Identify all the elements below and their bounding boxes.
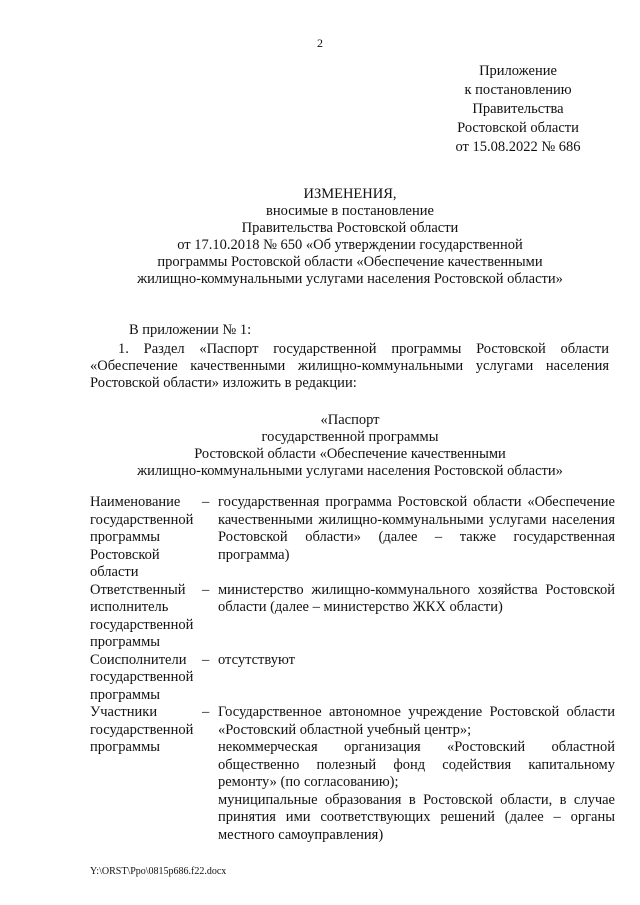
appendix-block <box>432 62 604 157</box>
row-label: Соисполнители государственной программы <box>90 651 194 703</box>
row-value-paragraph: отсутствуют <box>218 651 295 668</box>
passport-table <box>90 494 615 844</box>
row-value <box>218 494 615 582</box>
row-value <box>218 704 615 844</box>
passport-title-line: Ростовской области «Обеспечение качественными <box>194 446 506 462</box>
changes-title-line: от 17.10.2018 № 650 «Об утверждении государственной <box>177 237 523 253</box>
row-label: Участники государственной программы <box>90 704 194 755</box>
changes-title <box>60 186 640 288</box>
row-value-paragraph: министерство жилищно-коммунального хозяйства Ростовской области (далее – министерство ЖКХ области) <box>218 581 615 615</box>
passport-row-participants <box>90 704 615 844</box>
passport-title-line: «Паспорт <box>320 412 380 428</box>
passport-title-line: государственной программы <box>261 429 439 445</box>
passport-title-line: жилищно-коммунальными услугами населения Ростовской области» <box>137 463 563 479</box>
passport-row-responsible <box>90 582 615 652</box>
row-value-paragraph: некоммерческая организация «Ростовский областной общественно полезный фонд содействия капитальному ремонту» (по согласованию); <box>218 739 615 790</box>
row-label: Ответственный исполнитель государственной программы <box>90 581 194 650</box>
file-path-footer: Y:\ORST\Ppo\0815p686.f22.docx <box>90 866 227 877</box>
appendix-line: Ростовской области <box>457 120 579 136</box>
passport-row-name <box>90 494 615 582</box>
page-number: 2 <box>317 36 323 50</box>
appendix-line: от 15.08.2022 № 686 <box>455 139 581 155</box>
row-value-paragraph: Государственное автономное учреждение Ростовской области «Ростовский областной учебный центр»; <box>218 704 615 738</box>
row-value-paragraph: муниципальные образования в Ростовской области, в случае принятия ими соответствующих решений (далее – органы местного самоуправления) <box>218 791 615 843</box>
appendix-line: Приложение <box>479 63 557 79</box>
changes-title-line: программы Ростовской области «Обеспечение качественными <box>157 254 543 270</box>
changes-title-line: Правительства Ростовской области <box>241 220 459 236</box>
row-label: Наименование государственной программы Ростовской области <box>90 494 194 580</box>
changes-title-line: жилищно-коммунальными услугами населения Ростовской области» <box>137 271 563 287</box>
intro-text: В приложении № 1: <box>129 322 252 338</box>
appendix-line: к постановлению <box>464 82 572 98</box>
changes-title-line: вносимые в постановление <box>266 203 434 219</box>
appendix-line: Правительства <box>472 101 564 117</box>
changes-title-line: ИЗМЕНЕНИЯ, <box>303 186 397 202</box>
row-dash: – <box>202 494 210 510</box>
row-value-paragraph: государственная программа Ростовской области «Обеспечение качественными жилищно-коммунальными услугами населения Ростовской области» (далее – также государственная программа) <box>218 494 615 563</box>
intro-paragraph <box>90 322 609 339</box>
row-value <box>218 582 615 652</box>
passport-title <box>60 412 640 480</box>
row-dash: – <box>202 704 210 720</box>
row-dash: – <box>202 581 210 598</box>
point-1-paragraph: 1. Раздел «Паспорт государственной программы Ростовской области «Обеспечение качественными жилищно-коммунальными услугами населения Ростовской области» изложить в редакции: <box>90 341 609 391</box>
row-value <box>218 652 615 705</box>
row-dash: – <box>202 651 210 668</box>
passport-row-coexecutors <box>90 652 615 705</box>
